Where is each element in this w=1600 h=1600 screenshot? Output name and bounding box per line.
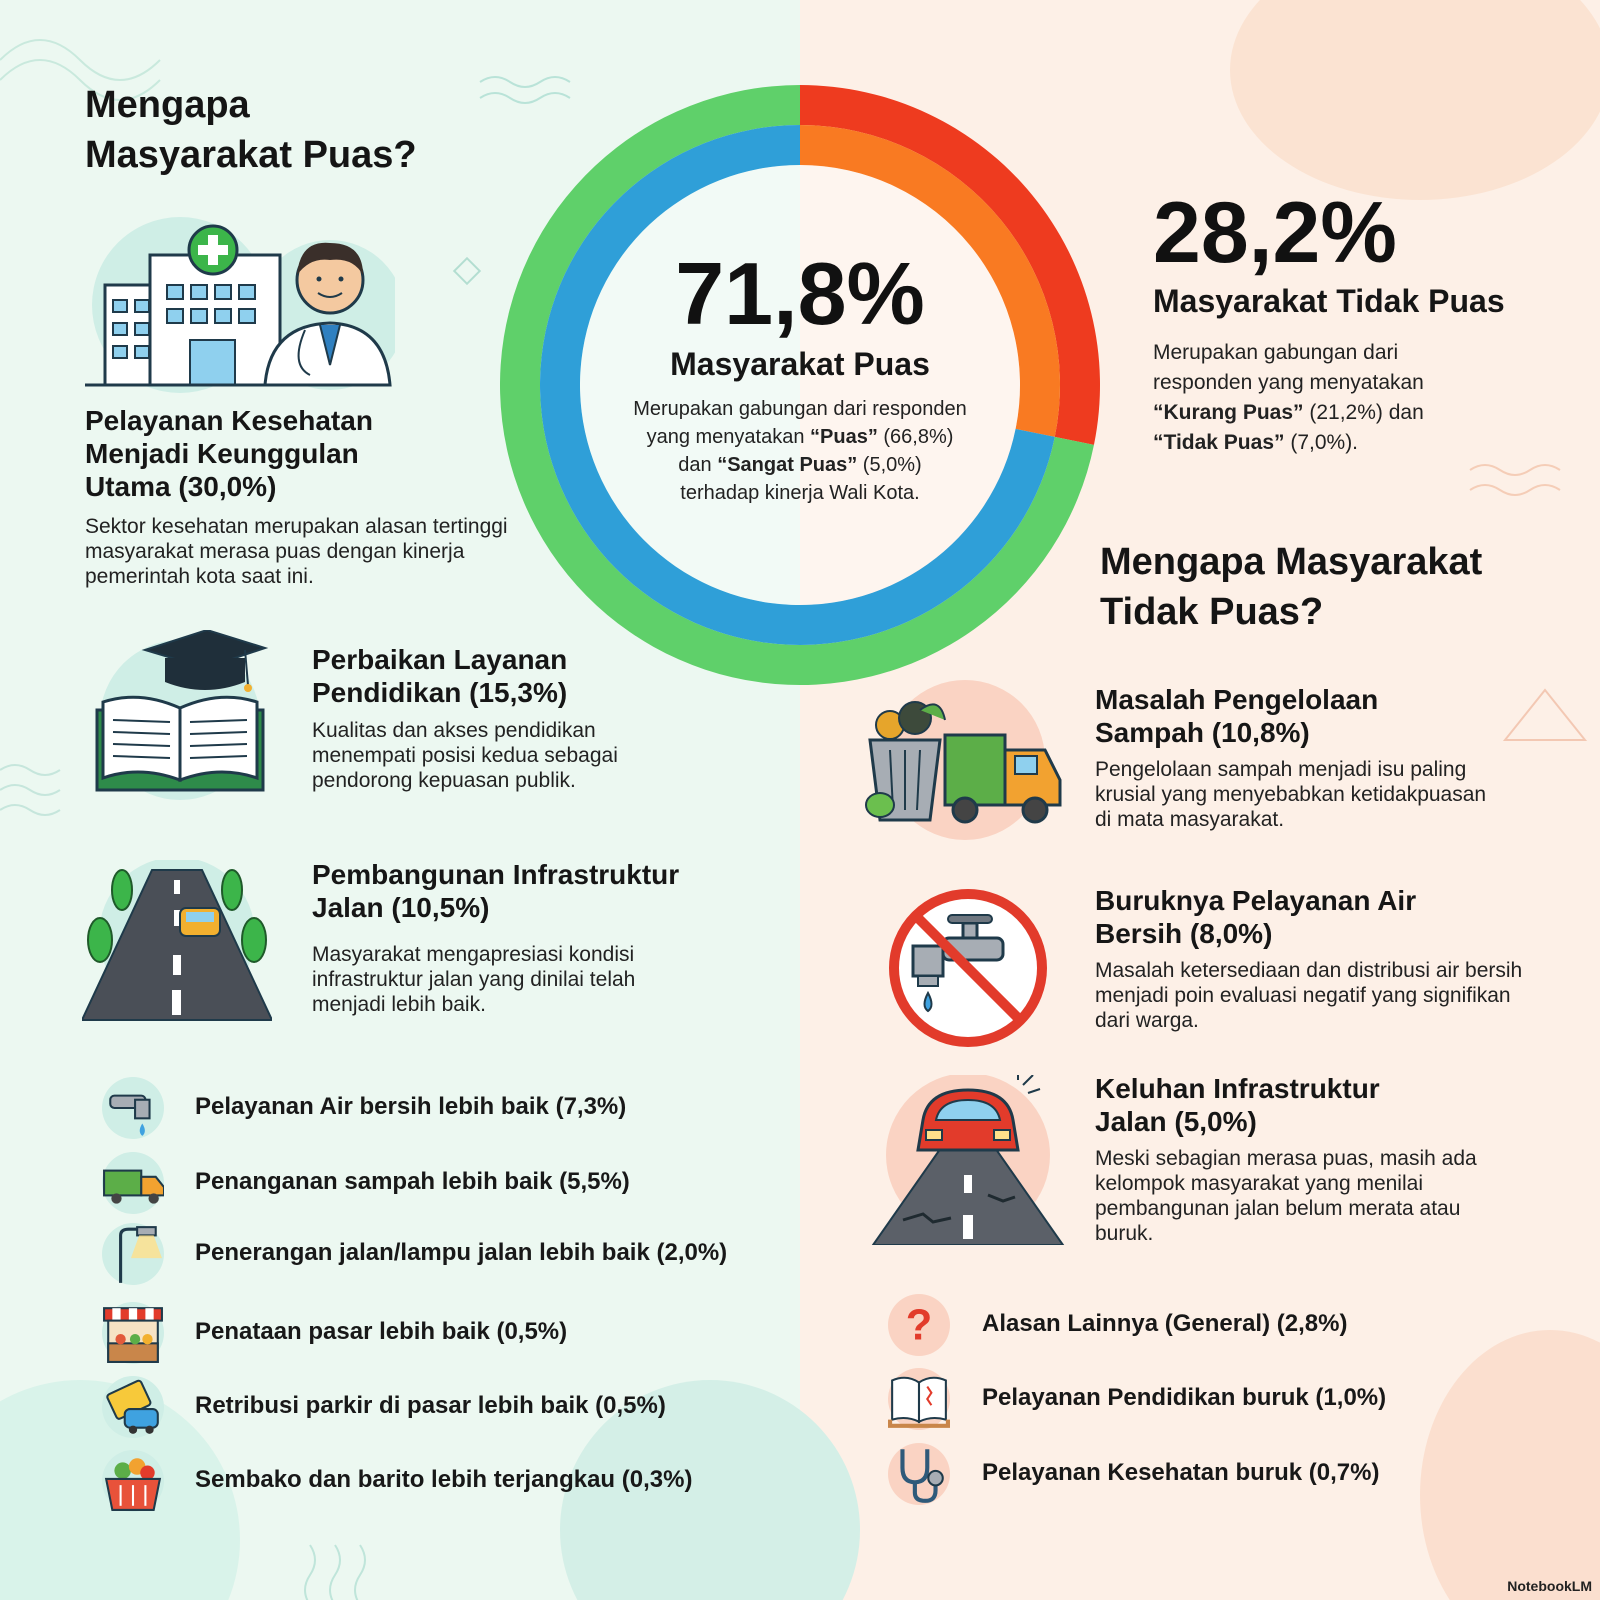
hospital-doctor-icon (85, 205, 395, 400)
unsatisfied-desc-line (1153, 398, 1553, 428)
list-item-label: Penanganan sampah lebih baik (5,5%) (195, 1168, 630, 1195)
list-item-label: Retribusi parkir di pasar lebih baik (0,5%) (195, 1392, 666, 1419)
grocery-basket-icon (102, 1450, 164, 1517)
unsatisfied-desc-line: Merupakan gabungan dari (1153, 341, 1399, 364)
unsatisfied-desc-line (1153, 428, 1553, 458)
road-complaint-desc: Meski sebagian merasa puas, masih ada kelompok masyarakat yang menilai pembangunan jalan belum merata atau buruk. (1095, 1147, 1477, 1245)
list-item-label: Pelayanan Kesehatan buruk (0,7%) (982, 1459, 1380, 1486)
unsatisfied-heading: Mengapa Masyarakat Tidak Puas? (1100, 541, 1483, 633)
education-desc: Kualitas dan akses pendidikan menempati posisi kedua sebagai pendorong kepuasan publik. (312, 719, 618, 792)
satisfied-desc (580, 395, 1020, 507)
roads-title: Pembangunan Infrastruktur Jalan (10,5%) (312, 859, 680, 923)
unsatisfied-percent: 28,2% (1153, 185, 1397, 281)
list-item-label: Sembako dan barito lebih terjangkau (0,3%) (195, 1466, 693, 1493)
unsatisfied-desc-line: responden yang menyatakan (1153, 371, 1424, 394)
road-complaint-title: Keluhan Infrastruktur Jalan (5,0%) (1095, 1073, 1380, 1137)
water-tap-icon (102, 1077, 164, 1144)
unsatisfied-desc-text: (21,2%) dan (1303, 401, 1424, 424)
svg-text:?: ? (905, 1301, 933, 1350)
market-stall-icon (102, 1302, 164, 1369)
list-item-label: Pelayanan Pendidikan buruk (1,0%) (982, 1384, 1387, 1411)
health-title: Pelayanan Kesehatan Menjadi Keunggulan Utama (30,0%) (85, 405, 373, 502)
stethoscope-icon (888, 1443, 950, 1510)
unsatisfied-desc (1153, 338, 1553, 458)
satisfied-desc-text: yang menyatakan (646, 426, 811, 448)
trash-truck-icon (865, 680, 1075, 845)
education-title: Perbaikan Layanan Pendidikan (15,3%) (312, 644, 568, 708)
street-lamp-icon (102, 1223, 164, 1290)
puas-term: “Puas” (810, 426, 878, 448)
satisfied-desc-text: (66,8%) (877, 426, 954, 448)
satisfied-percent: 71,8% (675, 244, 925, 343)
book-graduation-cap-icon (85, 630, 275, 805)
kurang-puas-term: “Kurang Puas” (1153, 401, 1304, 424)
list-item-label: Penataan pasar lebih baik (0,5%) (195, 1318, 568, 1345)
satisfied-summary (580, 244, 1020, 507)
list-item-label: Pelayanan Air bersih lebih baik (7,3%) (195, 1093, 627, 1120)
health-desc: Sektor kesehatan merupakan alasan tertinggi masyarakat merasa puas dengan kinerja pemerintah kota saat ini. (85, 515, 508, 588)
unsatisfied-desc-text: (7,0%). (1284, 431, 1359, 454)
parking-ticket-icon (102, 1376, 164, 1443)
garbage-truck-icon (102, 1152, 164, 1219)
unsatisfied-label: Masyarakat Tidak Puas (1153, 283, 1505, 319)
roads-desc: Masyarakat mengapresiasi kondisi infrastruktur jalan yang dinilai telah menjadi lebih baik. (312, 943, 636, 1016)
question-mark-icon (888, 1294, 950, 1361)
satisfied-desc-line: terhadap kinerja Wali Kota. (680, 482, 920, 504)
road-car-icon (82, 860, 272, 1030)
water-desc: Masalah ketersediaan dan distribusi air bersih menjadi poin evaluasi negatif yang signifikan dari warga. (1095, 959, 1523, 1032)
satisfied-desc-line (580, 423, 1020, 451)
tidak-puas-term: “Tidak Puas” (1153, 431, 1285, 454)
satisfied-desc-text: (5,0%) (857, 454, 922, 476)
list-item-label: Penerangan jalan/lampu jalan lebih baik (2,0%) (195, 1239, 728, 1266)
torn-book-icon (888, 1368, 950, 1435)
satisfied-desc-line: Merupakan gabungan dari responden (633, 398, 967, 420)
waste-title: Masalah Pengelolaan Sampah (10,8%) (1095, 684, 1379, 748)
water-title: Buruknya Pelayanan Air Bersih (8,0%) (1095, 885, 1417, 949)
no-water-tap-icon (888, 888, 1048, 1053)
sangat-puas-term: “Sangat Puas” (717, 454, 858, 476)
waste-desc: Pengelolaan sampah menjadi isu paling krusial yang menyebabkan ketidakpuasan di mata masyarakat. (1095, 758, 1487, 831)
list-item-label: Alasan Lainnya (General) (2,8%) (982, 1310, 1348, 1337)
watermark: NotebookLM (1507, 1578, 1592, 1594)
damaged-road-car-icon (868, 1075, 1068, 1250)
satisfied-desc-text: dan (678, 454, 718, 476)
satisfied-desc-line (580, 451, 1020, 479)
satisfied-label: Masyarakat Puas (670, 346, 930, 382)
satisfied-heading: Mengapa Masyarakat Puas? (85, 84, 417, 176)
